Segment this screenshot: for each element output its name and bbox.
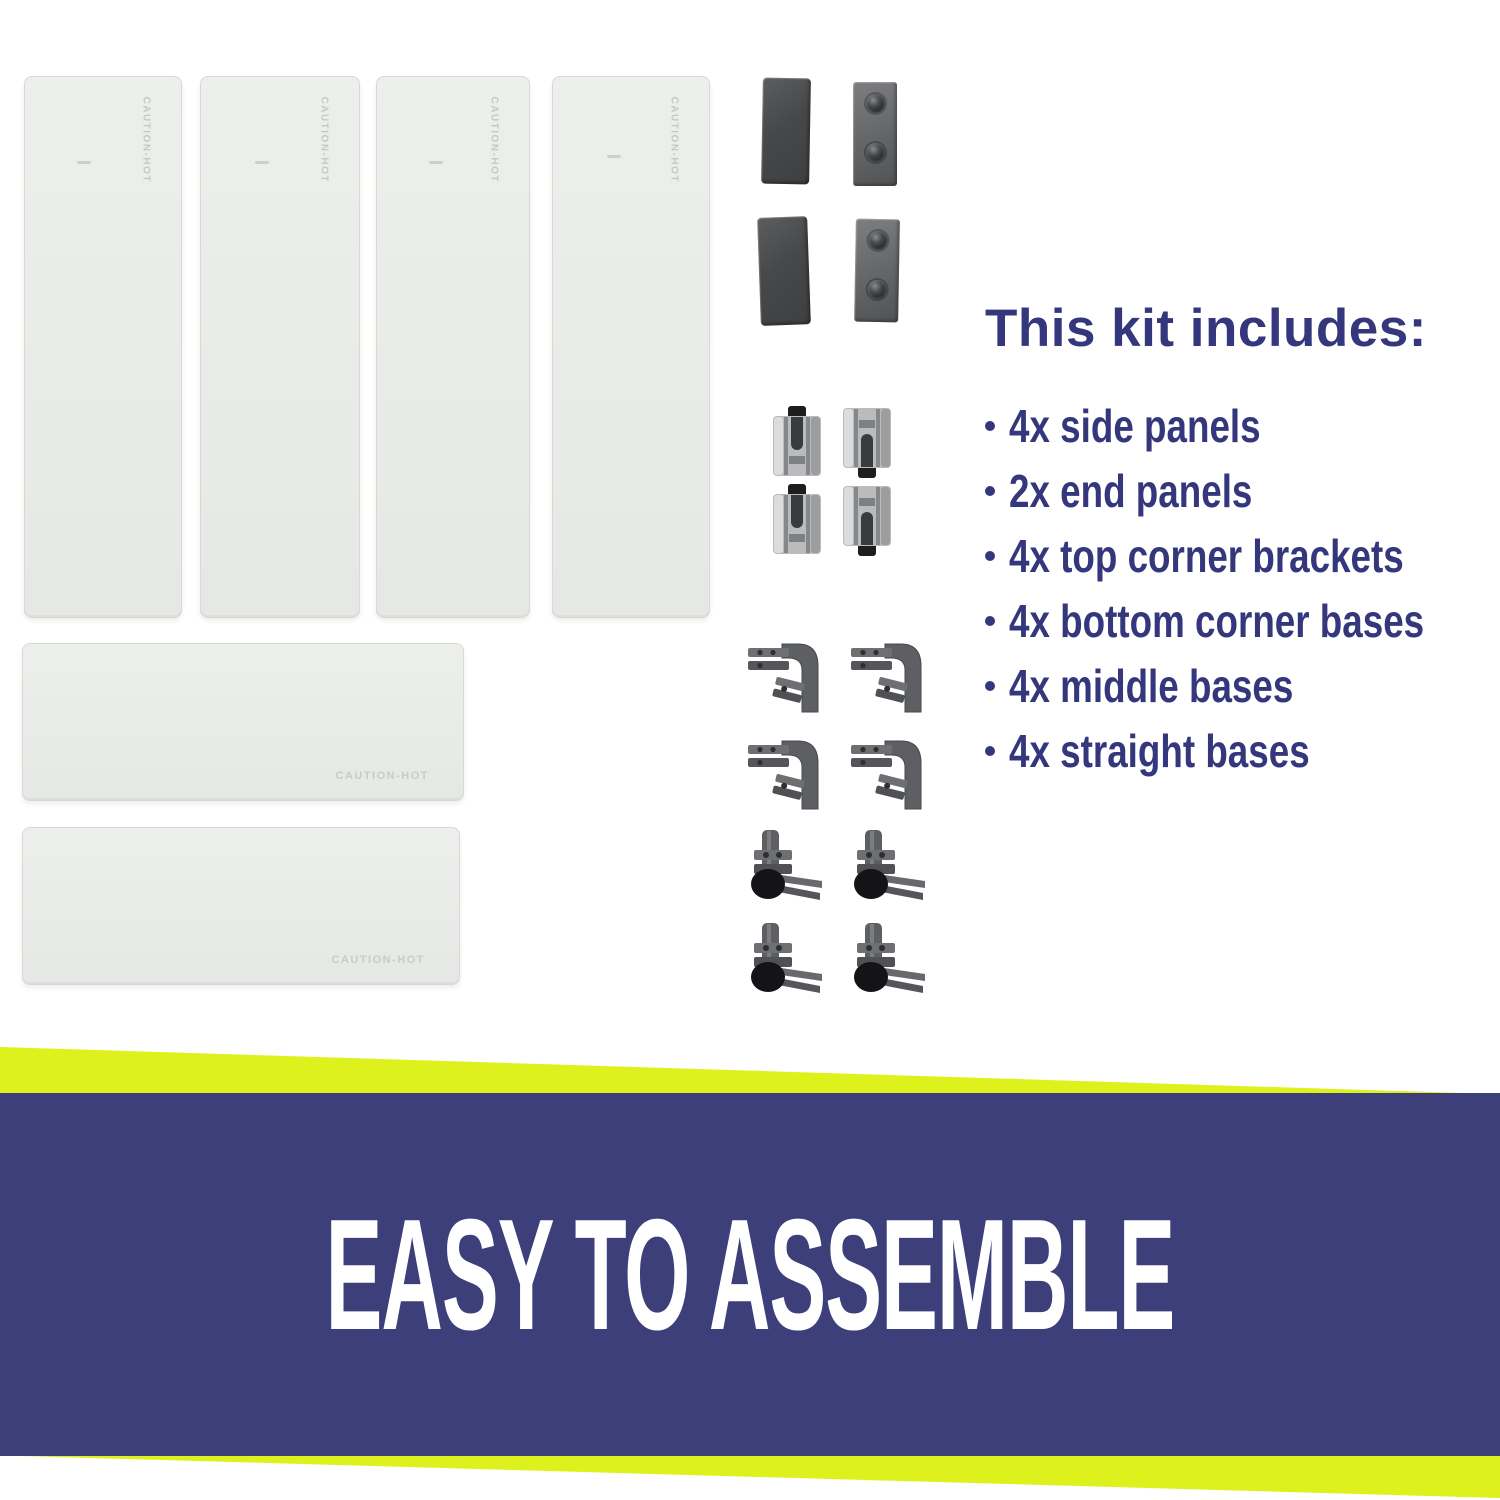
side-panel	[200, 76, 360, 618]
screw-plate-part	[853, 82, 897, 186]
caution-label: CAUTION-HOT	[318, 96, 329, 183]
caution-label: CAUTION-HOT	[668, 96, 679, 183]
end-panel	[22, 827, 460, 985]
black-clip-part	[757, 216, 811, 326]
panel-scuff-mark	[429, 161, 443, 164]
corner-bracket-part	[744, 640, 822, 716]
corner-bracket-part	[847, 737, 925, 813]
banner-headline-text: EASY TO ASSEMBLE	[325, 1186, 1175, 1363]
bullet-icon	[985, 486, 995, 496]
side-panel	[552, 76, 710, 618]
kit-item-label: 2x end panels	[1009, 464, 1253, 517]
kit-item	[985, 523, 1465, 588]
kit-item	[985, 653, 1465, 718]
kit-item-label: 4x bottom corner bases	[1009, 594, 1425, 647]
panel-scuff-mark	[607, 155, 621, 158]
bottom-corner-base-part	[746, 828, 824, 902]
bullet-icon	[985, 681, 995, 691]
kit-item-label: 4x straight bases	[1009, 724, 1310, 777]
kit-list	[985, 298, 1465, 783]
kit-item-label: 4x side panels	[1009, 399, 1261, 452]
banner-headline	[0, 1186, 1500, 1363]
screw-icon	[868, 231, 887, 250]
top-corner-bracket-part	[771, 406, 823, 478]
kit-item	[985, 718, 1465, 783]
top-corner-bracket-part	[771, 484, 823, 556]
screw-icon	[866, 94, 885, 113]
bottom-corner-base-part	[849, 828, 927, 902]
caution-label: CAUTION-HOT	[488, 96, 499, 183]
screw-plate-part	[854, 219, 900, 323]
caution-label: CAUTION-HOT	[335, 770, 429, 782]
bottom-corner-base-part	[849, 921, 927, 995]
bullet-icon	[985, 551, 995, 561]
kit-list-title: This kit includes:	[985, 299, 1427, 358]
yellow-stripe-top	[0, 1047, 1463, 1093]
screw-icon	[866, 143, 885, 162]
bottom-corner-base-part	[746, 921, 824, 995]
bullet-icon	[985, 421, 995, 431]
kit-item	[985, 393, 1465, 458]
top-corner-bracket-part	[841, 484, 893, 556]
yellow-stripe-bottom	[20, 1456, 1500, 1498]
caution-label: CAUTION-HOT	[331, 954, 425, 966]
kit-item	[985, 458, 1465, 523]
panel-scuff-mark	[255, 161, 269, 164]
bullet-icon	[985, 616, 995, 626]
side-panel	[24, 76, 182, 618]
side-panel	[376, 76, 530, 618]
end-panel	[22, 643, 464, 801]
corner-bracket-part	[744, 737, 822, 813]
kit-item	[985, 588, 1465, 653]
panel-scuff-mark	[77, 161, 91, 164]
screw-icon	[867, 280, 886, 299]
top-corner-bracket-part	[841, 406, 893, 478]
caution-label: CAUTION-HOT	[140, 96, 151, 183]
kit-items	[985, 393, 1465, 783]
corner-bracket-part	[847, 640, 925, 716]
kit-item-label: 4x top corner brackets	[1009, 529, 1404, 582]
bullet-icon	[985, 746, 995, 756]
black-clip-part	[761, 78, 811, 185]
kit-item-label: 4x middle bases	[1009, 659, 1294, 712]
